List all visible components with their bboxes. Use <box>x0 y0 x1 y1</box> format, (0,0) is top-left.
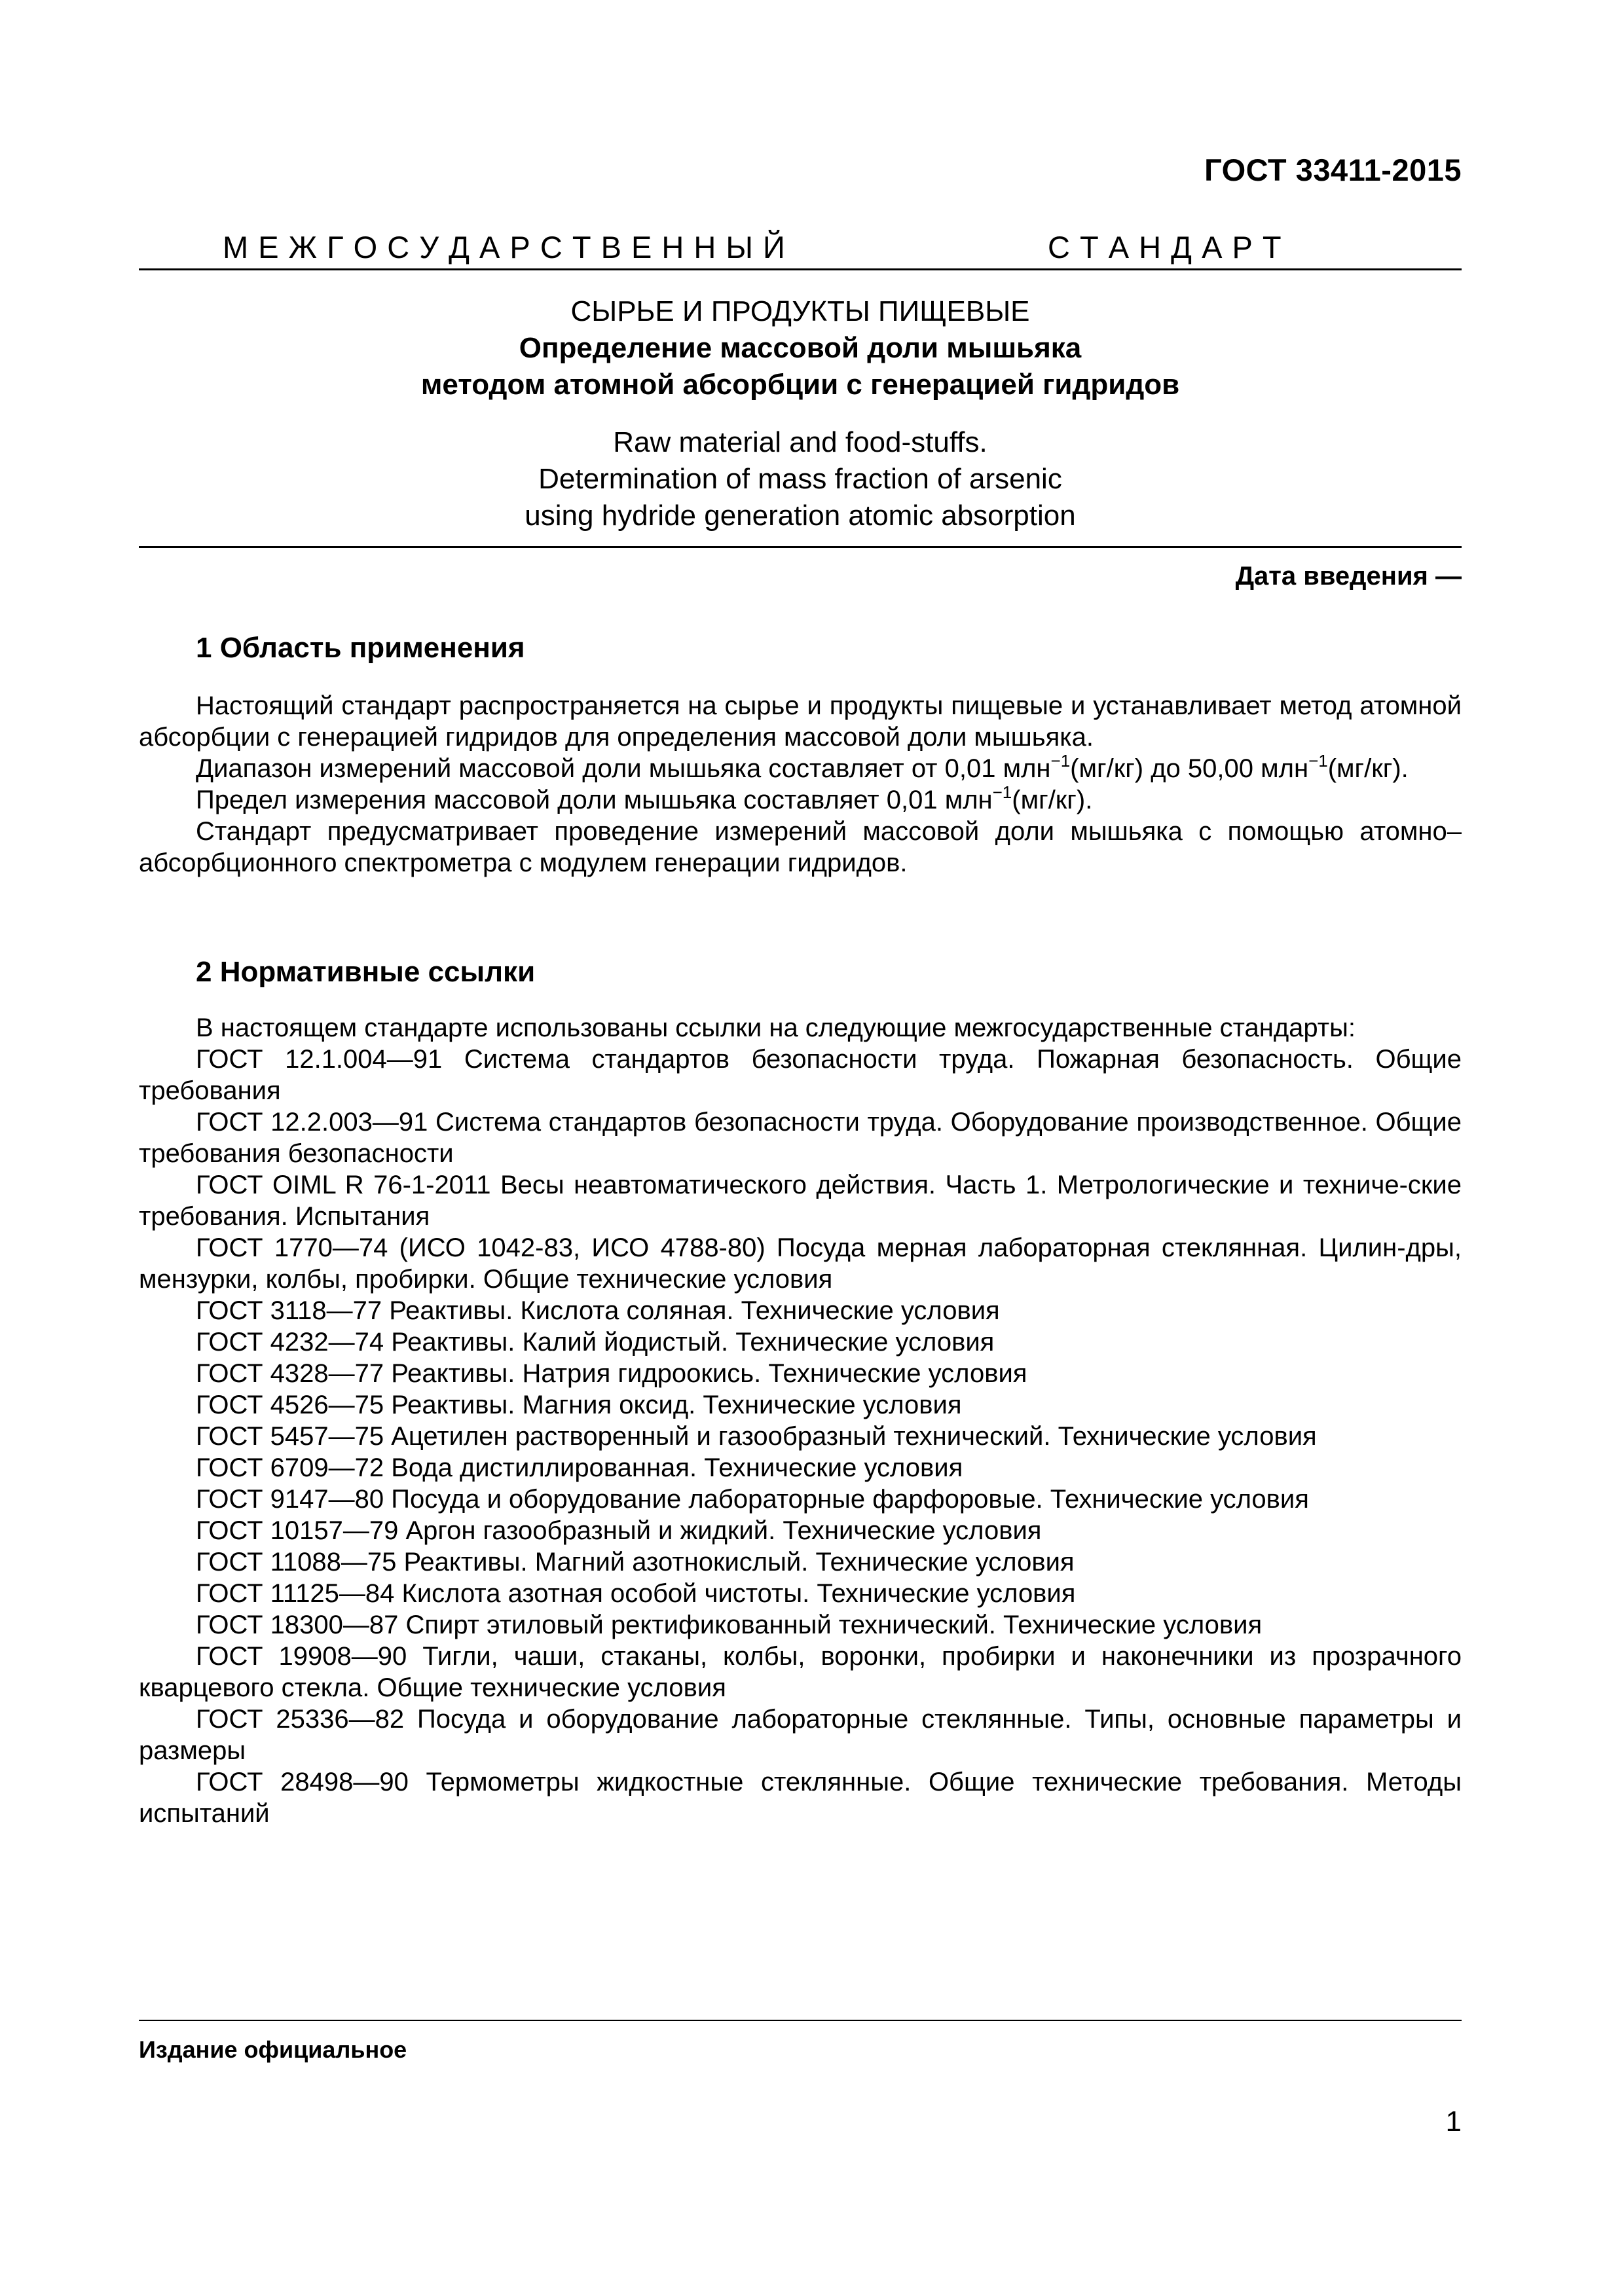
reference-item: ГОСТ 6709—72 Вода дистиллированная. Технические условия <box>196 1453 963 1482</box>
section-1-paragraph: Стандарт предусматривает проведение измерений массовой доли мышьяка с помощью атомно–абсорбционного спектрометра с модулем генерации гидридов. <box>139 817 1462 877</box>
reference-item: ГОСТ 9147—80 Посуда и оборудование лабораторные фарфоровые. Технические условия <box>196 1485 1309 1514</box>
section-1-paragraph: Диапазон измерений массовой доли мышьяка составляет от 0,01 млн$^{-1}$(мг/кг) до 50,00 млн$^{-1}$(мг/кг). <box>196 751 1409 783</box>
title-ru <box>139 293 1462 403</box>
section-1-heading: 1 Область применения <box>196 632 525 664</box>
section-2-intro: В настоящем стандарте использованы ссылки на следующие межгосударственные стандарты: <box>196 1013 1356 1042</box>
footer-divider <box>139 2020 1462 2021</box>
section-2-heading: 2 Нормативные ссылки <box>196 956 536 988</box>
title-ru-line3: методом атомной абсорбции с генерацией гидридов <box>420 369 1180 401</box>
section-1-paragraph: Настоящий стандарт распространяется на сырье и продукты пищевые и устанавливает метод атомной абсорбции с генерацией гидридов для определения массовой доли мышьяка. <box>139 691 1462 752</box>
title-en-line2: Determination of mass fraction of arsenic <box>538 463 1062 495</box>
page-number: 1 <box>1445 2105 1462 2138</box>
section-1-body <box>139 690 1462 879</box>
header-divider <box>139 268 1462 270</box>
reference-item: ГОСТ 11125—84 Кислота азотная особой чистоты. Технические условия <box>196 1579 1076 1608</box>
reference-item: ГОСТ 12.1.004—91 Система стандартов безопасности труда. Пожарная безопасность. Общие требования <box>139 1045 1462 1105</box>
reference-item: ГОСТ 25336—82 Посуда и оборудование лабораторные стеклянные. Типы, основные параметры и размеры <box>139 1705 1462 1765</box>
title-en-line1: Raw material and food-stuffs. <box>613 426 987 458</box>
reference-item: ГОСТ OIML R 76-1-2011 Весы неавтоматического действия. Часть 1. Метрологические и техниче-ские требования. Испытания <box>139 1171 1462 1231</box>
section-2-body <box>139 1012 1462 1829</box>
official-edition-label: Издание официальное <box>139 2036 407 2063</box>
standard-type-word-2: С Т А Н Д А Р Т <box>1048 230 1282 264</box>
reference-item: ГОСТ 28498—90 Термометры жидкостные стеклянные. Общие технические требования. Методы испытаний <box>139 1768 1462 1828</box>
title-ru-line2: Определение массовой доли мышьяка <box>519 332 1082 364</box>
reference-item: ГОСТ 1770—74 (ИСО 1042-83, ИСО 4788-80) Посуда мерная лабораторная стеклянная. Цилин-дры, мензурки, колбы, пробирки. Общие технические условия <box>139 1233 1462 1294</box>
title-divider <box>139 546 1462 548</box>
document-number: ГОСТ 33411-2015 <box>1204 153 1462 187</box>
section-1-paragraph: Предел измерения массовой доли мышьяка составляет 0,01 млн$^{-1}$(мг/кг). <box>196 782 1093 814</box>
reference-item: ГОСТ 11088—75 Реактивы. Магний азотнокислый. Технические условия <box>196 1548 1075 1576</box>
reference-item: ГОСТ 4526—75 Реактивы. Магния оксид. Технические условия <box>196 1391 962 1419</box>
reference-item: ГОСТ 12.2.003—91 Система стандартов безопасности труда. Оборудование производственное. Общие требования безопасности <box>139 1108 1462 1168</box>
reference-item: ГОСТ 5457—75 Ацетилен растворенный и газообразный технический. Технические условия <box>196 1422 1317 1451</box>
reference-item: ГОСТ 18300—87 Спирт этиловый ректификованный технический. Технические условия <box>196 1611 1263 1639</box>
reference-item: ГОСТ 3118—77 Реактивы. Кислота соляная. Технические условия <box>196 1296 1000 1325</box>
title-ru-main: СЫРЬЕ И ПРОДУКТЫ ПИЩЕВЫЕ <box>570 295 1030 327</box>
reference-item: ГОСТ 4232—74 Реактивы. Калий йодистый. Технические условия <box>196 1328 995 1357</box>
title-en <box>139 424 1462 534</box>
reference-item: ГОСТ 4328—77 Реактивы. Натрия гидроокись. Технические условия <box>196 1359 1027 1388</box>
standard-type-word-1: М Е Ж Г О С У Д А Р С Т В Е Н Н Ы Й <box>223 230 785 264</box>
reference-item: ГОСТ 19908—90 Тигли, чаши, стаканы, колбы, воронки, пробирки и наконечники из прозрачного кварцевого стекла. Общие технические условия <box>139 1642 1462 1702</box>
reference-item: ГОСТ 10157—79 Аргон газообразный и жидкий. Технические условия <box>196 1516 1042 1545</box>
intro-date: Дата введения — <box>1235 562 1462 591</box>
title-en-line3: using hydride generation atomic absorption <box>525 500 1076 532</box>
